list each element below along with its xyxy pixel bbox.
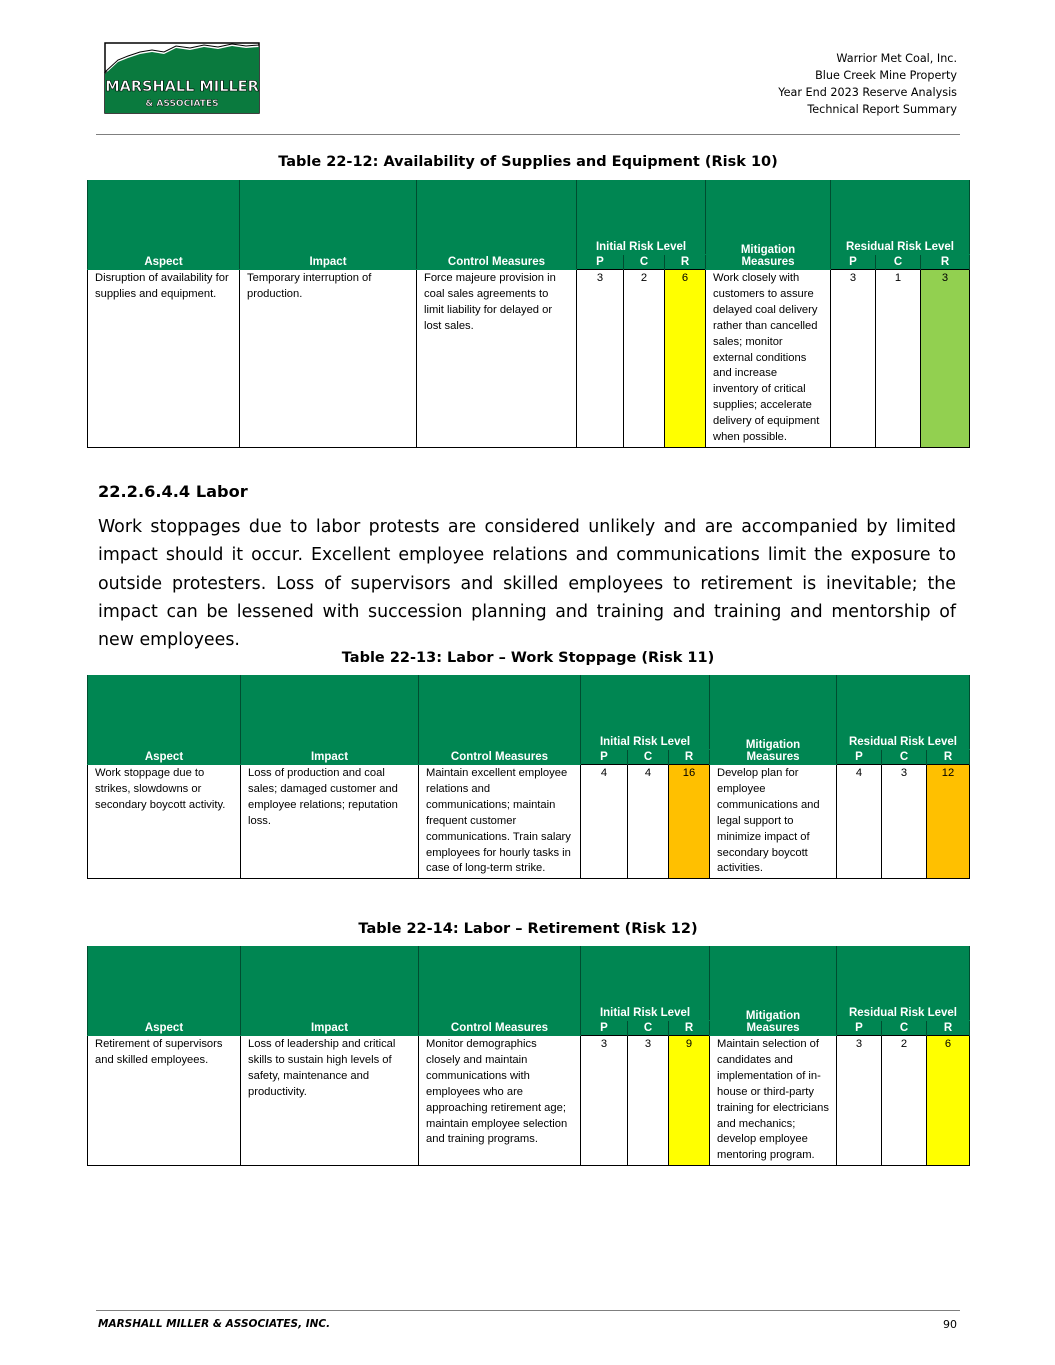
cell-residual-p: 4	[837, 765, 882, 879]
col-header-initial: Initial Risk Level	[581, 675, 710, 750]
col-header-control: Control Measures	[419, 675, 581, 765]
cell-initial-r: 9	[669, 1036, 710, 1166]
col-header-control: Control Measures	[419, 946, 581, 1036]
col-header-r: R	[669, 1021, 710, 1036]
col-header-impact: Impact	[240, 180, 417, 270]
document-header	[778, 50, 957, 118]
cell-initial-p: 3	[581, 1036, 628, 1166]
table-row	[88, 765, 970, 879]
col-header-impact: Impact	[241, 946, 419, 1036]
col-header-impact: Impact	[241, 675, 419, 765]
logo-text: MARSHALL MILLER	[105, 79, 259, 95]
risk-table-12	[87, 946, 970, 1166]
cell-residual-r: 6	[927, 1036, 970, 1166]
col-header-mitigation: Mitigation Measures	[706, 180, 831, 270]
risk-table-11	[87, 675, 970, 879]
col-header-residual: Residual Risk Level	[831, 180, 970, 255]
cell-impact: Temporary interruption of production.	[240, 270, 417, 448]
logo-subtext: & ASSOCIATES	[145, 99, 219, 109]
col-header-aspect: Aspect	[88, 180, 240, 270]
cell-initial-r: 16	[669, 765, 710, 879]
cell-aspect: Disruption of availability for supplies and equipment.	[88, 270, 240, 448]
col-header-p: P	[837, 750, 882, 765]
col-header-p: P	[581, 1021, 628, 1036]
header-line: Technical Report Summary	[807, 103, 957, 116]
cell-initial-c: 2	[624, 270, 665, 448]
col-header-aspect: Aspect	[88, 946, 241, 1036]
col-header-r: R	[927, 1021, 970, 1036]
section-heading: 22.2.6.4.4 Labor	[98, 482, 248, 501]
cell-initial-c: 3	[628, 1036, 669, 1166]
cell-control: Maintain excellent employee relations and communications; maintain frequent customer communications. Train salary employees for hourly tasks in case of long-term strike.	[419, 765, 581, 879]
header-line: Warrior Met Coal, Inc.	[836, 52, 957, 65]
cell-control: Monitor demographics closely and maintain communications with employees who are approaching retirement age; maintain employee selection and training programs.	[419, 1036, 581, 1166]
cell-residual-p: 3	[831, 270, 876, 448]
col-header-c: C	[628, 1021, 669, 1036]
cell-residual-c: 1	[876, 270, 921, 448]
cell-mitigation: Work closely with customers to assure delayed coal delivery rather than cancelled sales; monitor external conditions and increase inventory of critical supplies; accelerate delivery of equipment when possible.	[706, 270, 831, 448]
col-header-r: R	[669, 750, 710, 765]
table-caption: Table 22-13: Labor – Work Stoppage (Risk 11)	[341, 650, 715, 666]
col-header-mitigation: Mitigation Measures	[710, 675, 837, 765]
page-number: 90	[943, 1318, 957, 1331]
col-header-aspect: Aspect	[88, 675, 241, 765]
cell-initial-p: 4	[581, 765, 628, 879]
col-header-c: C	[882, 1021, 927, 1036]
table-caption: Table 22-12: Availability of Supplies and Equipment (Risk 10)	[278, 154, 778, 170]
col-header-residual: Residual Risk Level	[837, 675, 970, 750]
cell-residual-r: 12	[927, 765, 970, 879]
col-header-c: C	[876, 255, 921, 270]
footer-company: MARSHALL MILLER & ASSOCIATES, INC.	[98, 1318, 331, 1330]
col-header-mitigation: Mitigation Measures	[710, 946, 837, 1036]
cell-impact: Loss of leadership and critical skills to sustain high levels of safety, maintenance and productivity.	[241, 1036, 419, 1166]
col-header-c: C	[624, 255, 665, 270]
cell-residual-c: 3	[882, 765, 927, 879]
table-row	[88, 1036, 970, 1166]
cell-mitigation: Develop plan for employee communications and legal support to minimize impact of secondary boycott activities.	[710, 765, 837, 879]
cell-aspect: Retirement of supervisors and skilled employees.	[88, 1036, 241, 1166]
col-header-residual: Residual Risk Level	[837, 946, 970, 1021]
table-caption: Table 22-14: Labor – Retirement (Risk 12)	[358, 921, 698, 937]
col-header-control: Control Measures	[417, 180, 577, 270]
col-header-p: P	[837, 1021, 882, 1036]
header-divider	[96, 134, 960, 135]
header-line: Blue Creek Mine Property	[815, 69, 957, 82]
col-header-p: P	[831, 255, 876, 270]
cell-residual-r: 3	[921, 270, 970, 448]
cell-residual-c: 2	[882, 1036, 927, 1166]
cell-aspect: Work stoppage due to strikes, slowdowns or secondary boycott activity.	[88, 765, 241, 879]
col-header-r: R	[921, 255, 970, 270]
header-line: Year End 2023 Reserve Analysis	[778, 86, 957, 99]
table-row	[88, 270, 970, 448]
cell-initial-r: 6	[665, 270, 706, 448]
risk-table-10	[87, 180, 970, 448]
col-header-p: P	[577, 255, 624, 270]
cell-mitigation: Maintain selection of candidates and implementation of in-house or third-party training for electricians and mechanics; develop employee mentoring program.	[710, 1036, 837, 1166]
cell-control: Force majeure provision in coal sales agreements to limit liability for delayed or lost sales.	[417, 270, 577, 448]
cell-residual-p: 3	[837, 1036, 882, 1166]
section-paragraph: Work stoppages due to labor protests are considered unlikely and are accompanied by limited impact should it occur. Excellent employee relations and communications limit the exposure to outside protesters. Loss of supervisors and skilled employees to retirement is inevitable; the impact can be lessened with succession planning and training and training and mentorship of new employees.	[98, 517, 956, 651]
col-header-r: R	[927, 750, 970, 765]
cell-initial-c: 4	[628, 765, 669, 879]
col-header-initial: Initial Risk Level	[581, 946, 710, 1021]
col-header-c: C	[628, 750, 669, 765]
col-header-c: C	[882, 750, 927, 765]
cell-impact: Loss of production and coal sales; damaged customer and employee relations; reputation loss.	[241, 765, 419, 879]
company-logo	[104, 42, 260, 114]
col-header-p: P	[581, 750, 628, 765]
footer-divider	[96, 1310, 960, 1311]
cell-initial-p: 3	[577, 270, 624, 448]
col-header-r: R	[665, 255, 706, 270]
col-header-initial: Initial Risk Level	[577, 180, 706, 255]
